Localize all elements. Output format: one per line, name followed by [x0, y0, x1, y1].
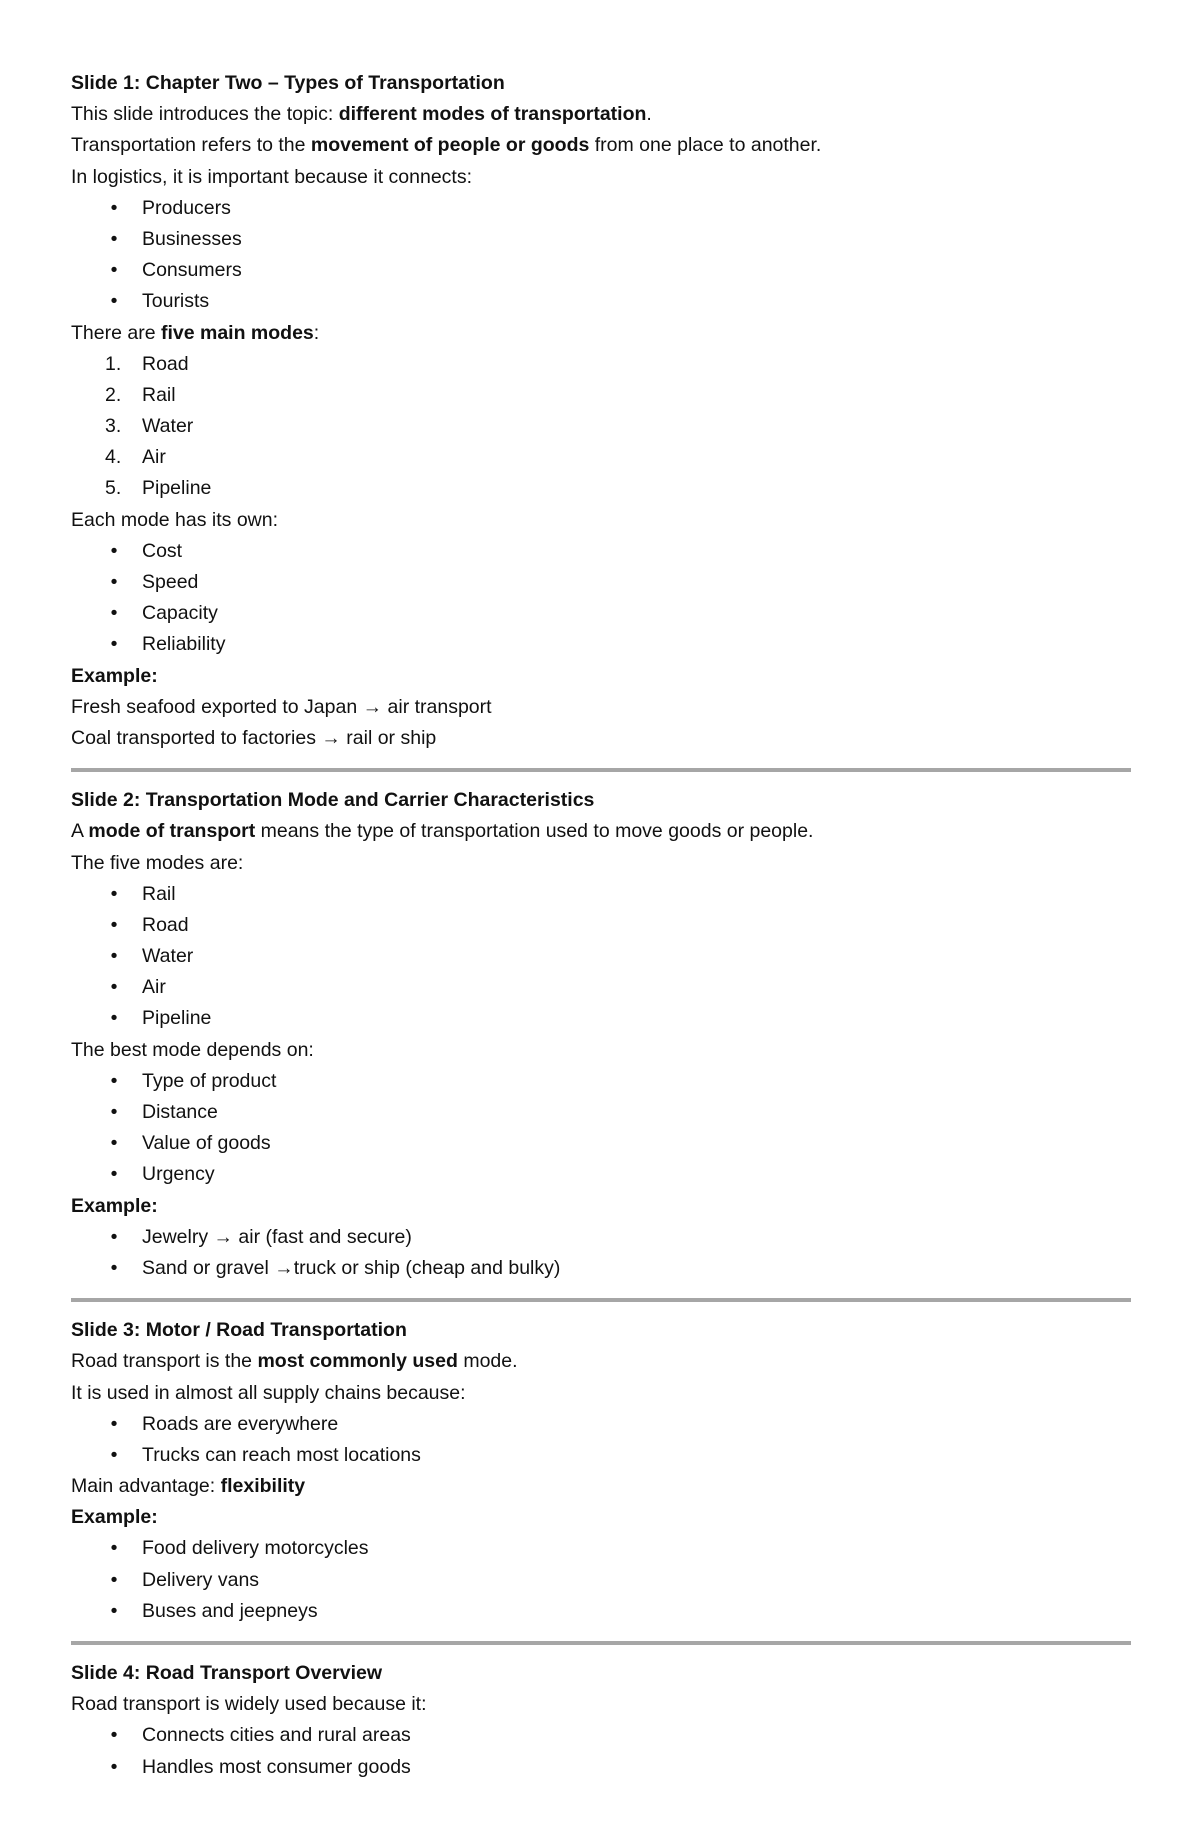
example-label: Example: [71, 664, 158, 687]
example-label: Example: [71, 1506, 158, 1529]
list-item: • Reliability [110, 633, 226, 656]
list-item: • Buses and jeepneys [110, 1599, 318, 1622]
numbered-item: 4. Air [105, 446, 166, 469]
list-item: • Rail [110, 882, 176, 905]
list-item: • Producers [110, 196, 231, 219]
list-item: • Cost [110, 539, 183, 562]
list-item: • Tourists [110, 290, 210, 313]
list-item: • Handles most consumer goods [110, 1755, 411, 1778]
slide-4-section [71, 1658, 1131, 1783]
slide-2-section [71, 785, 1131, 1284]
list-item: • Delivery vans [110, 1568, 260, 1591]
slide-3-advantage: Main advantage: flexibility [71, 1475, 306, 1498]
slide-1-connects-intro: In logistics, it is important because it connects: [71, 165, 473, 188]
slide-2-intro: A mode of transport means the type of transportation used to move goods or people. [71, 820, 814, 843]
list-item: • Road [110, 913, 189, 936]
slide-4-intro: Road transport is widely used because it: [71, 1693, 427, 1716]
section-divider [71, 1641, 1131, 1645]
slide-3-reasons-intro: It is used in almost all supply chains because: [71, 1381, 466, 1404]
example-text: Fresh seafood exported to Japan → air transport [71, 695, 492, 718]
slide-3-title: Slide 3: Motor / Road Transportation [71, 1319, 407, 1342]
slide-1-intro: This slide introduces the topic: different modes of transportation. [71, 103, 652, 126]
numbered-item: 5. Pipeline [105, 477, 212, 500]
list-item: • Air [110, 976, 166, 999]
list-item: • Businesses [110, 227, 242, 250]
slide-3-section [71, 1315, 1131, 1627]
list-item: • Value of goods [110, 1132, 271, 1155]
slide-1-own-intro: Each mode has its own: [71, 508, 279, 531]
numbered-item: 1. Road [105, 352, 189, 375]
list-item: • Distance [110, 1101, 218, 1123]
slide-2-title: Slide 2: Transportation Mode and Carrier Characteristics [71, 789, 595, 812]
list-item: • Jewelry → air (fast and secure) [110, 1225, 412, 1248]
section-divider [71, 768, 1131, 772]
slide-4-title: Slide 4: Road Transport Overview [71, 1662, 383, 1684]
list-item: • Capacity [110, 602, 218, 625]
example-text: Coal transported to factories → rail or ship [71, 726, 437, 749]
slide-1-title: Slide 1: Chapter Two – Types of Transportation [71, 72, 505, 94]
list-item: • Roads are everywhere [110, 1412, 339, 1435]
list-item: • Trucks can reach most locations [110, 1443, 421, 1466]
slide-2-depends-intro: The best mode depends on: [71, 1038, 314, 1061]
list-item: • Consumers [110, 259, 242, 282]
list-item: • Connects cities and rural areas [110, 1724, 411, 1747]
list-item: • Sand or gravel →truck or ship (cheap and bulky) [110, 1256, 561, 1279]
list-item: • Urgency [110, 1163, 215, 1186]
slide-1-modes-intro: There are five main modes: [71, 321, 320, 344]
slide-1-section [71, 68, 1131, 754]
slide-1-definition: Transportation refers to the movement of people or goods from one place to another. [71, 134, 822, 157]
list-item: • Speed [110, 571, 199, 593]
slide-3-intro: Road transport is the most commonly used mode. [71, 1350, 518, 1373]
list-item: • Food delivery motorcycles [110, 1537, 369, 1560]
list-item: • Pipeline [110, 1007, 212, 1030]
document-page [71, 68, 1131, 1783]
numbered-item: 2. Rail [105, 383, 176, 406]
section-divider [71, 1298, 1131, 1302]
numbered-item: 3. Water [105, 415, 194, 438]
list-item: • Type of product [110, 1069, 277, 1092]
slide-2-modes-intro: The five modes are: [71, 851, 244, 874]
list-item: • Water [110, 945, 194, 968]
example-label: Example: [71, 1194, 158, 1217]
